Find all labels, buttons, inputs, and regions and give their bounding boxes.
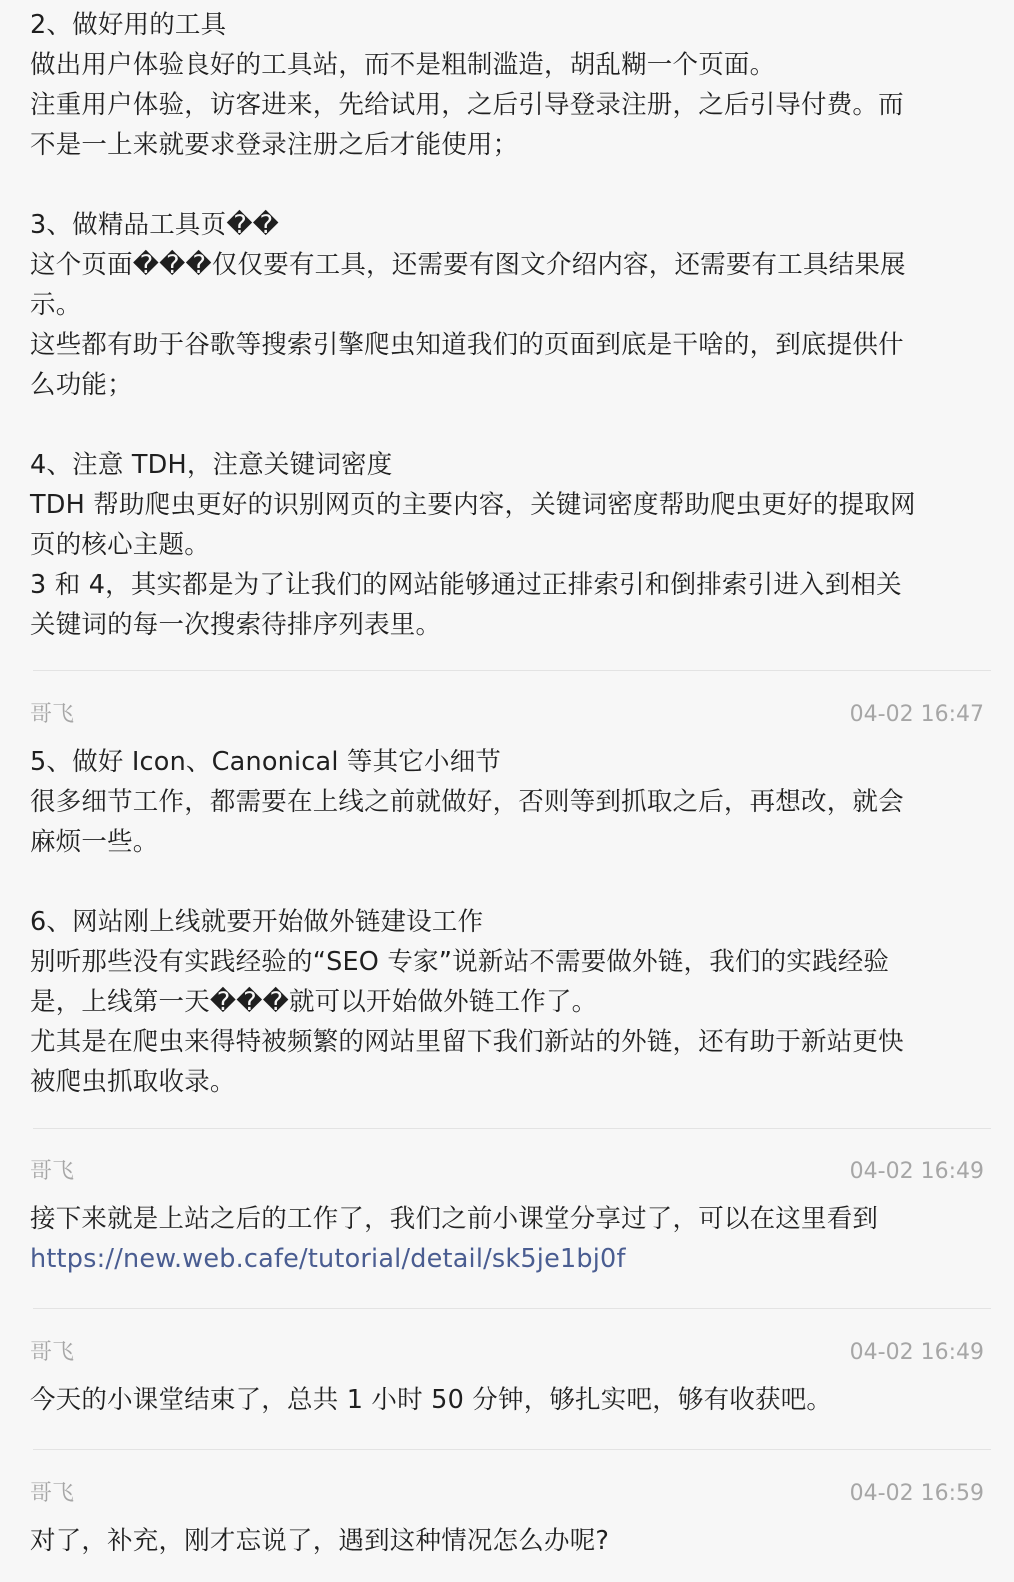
message-timestamp: 04-02 16:49 [849, 1159, 984, 1184]
message-divider [33, 1128, 991, 1129]
message-line: 对了，补充，刚才忘说了，遇到这种情况怎么办呢? [30, 1526, 610, 1556]
message-line: 今天的小课堂结束了，总共 1 小时 50 分钟，够扎实吧，够有收获吧。 [30, 1385, 833, 1415]
message-line: 5、做好 Icon、Canonical 等其它小细节 [30, 747, 502, 777]
message-line: 是，上线第一天���就可以开始做外链工作了。 [30, 987, 598, 1017]
message-timestamp: 04-02 16:59 [849, 1481, 984, 1506]
message-timestamp: 04-02 16:49 [849, 1340, 984, 1365]
message-line: 别听那些没有实践经验的“SEO 专家”说新站不需要做外链，我们的实践经验 [30, 947, 890, 977]
message-author: 哥飞 [30, 702, 75, 727]
message-line: 尤其是在爬虫来得特被频繁的网站里留下我们新站的外链，还有助于新站更快 [30, 1027, 904, 1057]
message-author: 哥飞 [30, 1159, 75, 1184]
message-line: 很多细节工作，都需要在上线之前就做好，否则等到抓取之后，再想改，就会 [30, 787, 904, 817]
message-line: 关键词的每一次搜索待排序列表里。 [30, 610, 442, 640]
message-line: 被爬虫抓取收录。 [30, 1067, 236, 1097]
message-line: 麻烦一些。 [30, 827, 159, 857]
message-line: 注重用户体验，访客进来，先给试用，之后引导登录注册，之后引导付费。而 [30, 90, 904, 120]
message-line: 6、网站刚上线就要开始做外链建设工作 [30, 907, 484, 937]
message-divider [33, 1449, 991, 1450]
message-line: 接下来就是上站之后的工作了，我们之前小课堂分享过了，可以在这里看到 [30, 1204, 879, 1234]
message-line: TDH 帮助爬虫更好的识别网页的主要内容，关键词密度帮助爬虫更好的提取网 [30, 490, 916, 520]
message-timestamp: 04-02 16:47 [849, 702, 984, 727]
message-line: 这些都有助于谷歌等搜索引擎爬虫知道我们的页面到底是干啥的，到底提供什 [30, 330, 904, 360]
message-line: 3、做精品工具页�� [30, 210, 280, 240]
message-divider [33, 670, 991, 671]
message-line: 页的核心主题。 [30, 530, 210, 560]
message-line: 做出用户体验良好的工具站，而不是粗制滥造，胡乱糊一个页面。 [30, 50, 776, 80]
message-line: 示。 [30, 290, 82, 320]
message-author: 哥飞 [30, 1340, 75, 1365]
tutorial-link[interactable]: https://new.web.cafe/tutorial/detail/sk5je1bj0f [30, 1244, 626, 1274]
message-author: 哥飞 [30, 1481, 75, 1506]
message-line: 4、注意 TDH，注意关键词密度 [30, 450, 393, 480]
message-line: 这个页面���仅仅要有工具，还需要有图文介绍内容，还需要有工具结果展 [30, 250, 906, 280]
message-divider [33, 1308, 991, 1309]
message-line: 2、做好用的工具 [30, 10, 227, 40]
message-line: 不是一上来就要求登录注册之后才能使用； [30, 130, 519, 160]
message-line: 3 和 4，其实都是为了让我们的网站能够通过正排索引和倒排索引进入到相关 [30, 570, 902, 600]
message-line: 么功能； [30, 370, 133, 400]
